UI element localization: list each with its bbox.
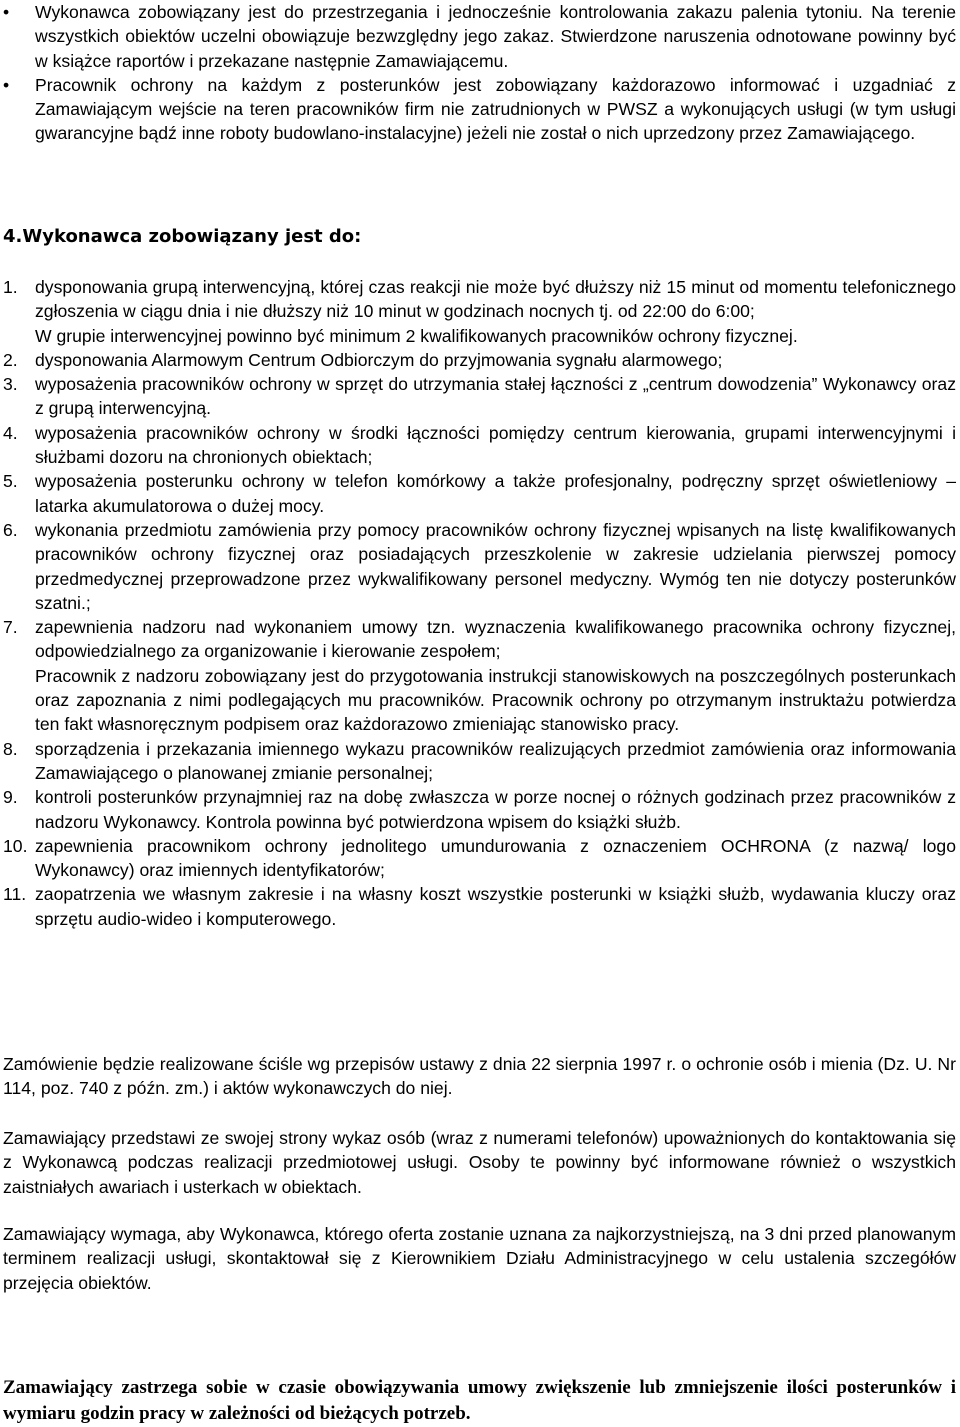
paragraph-legal-basis: Zamówienie będzie realizowane ściśle wg przepisów ustawy z dnia 22 sierpnia 1997 r. o ochronie osób i mienia (Dz. U. Nr 114, poz. 740 z późn. zm.) i aktów wykonawczych do niej. — [3, 1054, 956, 1099]
list-number: 11. — [3, 884, 27, 905]
list-item-continuation: Pracownik z nadzoru zobowiązany jest do przygotowania instrukcji stanowiskowych na poszczególnych posterunkach oraz zapoznania z nimi podlegających mu pracowników. Pracownik ochrony po otrzymanym instruktażu potwierdza ten fakt własnoręcznym podpisem oraz każdorazowo zmieniając stanowisko pracy. — [35, 665, 956, 735]
list-number: 10. — [3, 835, 28, 856]
list-item-text: wyposażenia posterunku ochrony w telefon komórkowy a także profesjonalny, podręczny sprzęt oświetleniowy – latarka akumulatorowa o dużej mocy. — [35, 471, 956, 516]
list-item — [0, 348, 960, 372]
list-number: 1. — [3, 277, 18, 297]
list-item-text: wyposażenia pracowników ochrony w środki łączności pomiędzy centrum kierowania, grupami interwencyjnymi i służbami dozoru na chronionych obiektach; — [35, 422, 956, 468]
list-item-continuation: W grupie interwencyjnej powinno być minimum 2 kwalifikowanych pracowników ochrony fizycznej. — [35, 325, 798, 346]
list-number: 8. — [3, 738, 18, 759]
list-item — [0, 834, 960, 883]
list-item-text: wyposażenia pracowników ochrony w sprzęt do utrzymania stałej łączności z „centrum dowodzenia” Wykonawcy oraz z grupą interwencyjną. — [35, 374, 956, 419]
paragraph-handover: Zamawiający wymaga, aby Wykonawca, którego oferta zostanie uznana za najkorzystniejszą, na 3 dni przed planowanym terminem realizacji usługi, skontaktował się z Kierownikiem Działu Administracyjnego w celu ustalenia szczegółów przejęcia obiektów. — [3, 1224, 956, 1293]
list-number: 2. — [3, 349, 18, 370]
list-number: 7. — [3, 617, 18, 638]
section-heading: 4.Wykonawca zobowiązany jest do: — [3, 226, 362, 247]
bullet-text: Wykonawca zobowiązany jest do przestrzegania i jednocześnie kontrolowania zakazu palenia tytoniu. Na terenie wszystkich obiektów uczelni obowiązuje bezwzględny jego zakaz. Stwierdzone naruszenia odnotowane powinny być w książce raportów i przekazane następnie Zamawiającemu. — [35, 2, 956, 71]
list-number: 9. — [3, 787, 18, 808]
list-item — [0, 615, 960, 736]
bullet-icon: • — [3, 74, 10, 95]
bullet-text: Pracownik ochrony na każdym z posterunków jest zobowiązany każdorazowo informować i uzgadniać z Zamawiającym wejście na teren pracowników firm nie zatrudnionych w PWSZ a wykonujących usługi (w tym usługi gwarancyjne bądź inne roboty budowlano-instalacyjne) jeżeli nie został o nich uprzedzony przez Zamawiającego. — [35, 74, 956, 144]
list-item — [0, 737, 960, 786]
list-number: 6. — [3, 519, 18, 540]
bullet-item — [0, 73, 960, 146]
bullet-item — [0, 0, 960, 73]
list-item-text: sporządzenia i przekazania imiennego wykazu pracowników realizujących przedmiot zamówienia oraz informowania Zamawiającego o planowanej zmianie personalnej; — [35, 738, 956, 783]
list-item — [0, 518, 960, 615]
list-number: 5. — [3, 471, 18, 492]
list-item — [0, 882, 960, 931]
list-item-text: zaopatrzenia we własnym zakresie i na własny koszt wszystkie posterunki w książki służb, wydawania kluczy oraz sprzętu audio-wideo i komputerowego. — [35, 884, 956, 929]
list-item-text: zapewnienia nadzoru nad wykonaniem umowy tzn. wyznaczenia kwalifikowanego pracownika ochrony fizycznej, odpowiedzialnego za organizowanie i kierowanie zespołem; — [35, 617, 956, 662]
list-item-text: wykonania przedmiotu zamówienia przy pomocy pracowników ochrony fizycznej wpisanych na listę kwalifikowanych pracowników ochrony fizycznej oraz posiadających przeszkolenie w zakresie udzielania pierwszej pomocy przedmedycznej przeprowadzone przez wykwalifikowany personel medyczny. Wymóg ten nie dotyczy posterunków szatni.; — [35, 519, 956, 613]
list-item-text: kontroli posterunków przynajmniej raz na dobę zwłaszcza w porze nocnej o różnych godzinach przez pracowników z nadzoru Wykonawcy. Kontrola powinna być potwierdzona wpisem do książki służb. — [35, 787, 956, 832]
list-item — [0, 785, 960, 834]
list-item-text: dysponowania grupą interwencyjną, której czas reakcji nie może być dłuższy niż 15 minut od momentu telefonicznego zgłoszenia w ciągu dnia i nie dłuższy niż 10 minut w godzinach nocnych tj. od 22:00 do 6:00; — [35, 277, 956, 322]
list-item — [0, 469, 960, 518]
list-item-text: zapewnienia pracownikom ochrony jednolitego umundurowania z oznaczeniem OCHRONA (z nazwą/ logo Wykonawcy) oraz imiennych identyfikatorów; — [35, 835, 956, 881]
obligations-list — [0, 275, 960, 931]
list-number: 4. — [3, 422, 18, 443]
list-number: 3. — [3, 374, 18, 395]
closing-statement: Zamawiający zastrzega sobie w czasie obowiązywania umowy zwiększenie lub zmniejszenie ilości posterunków i wymiaru godzin pracy w zależności od bieżących potrzeb. — [3, 1377, 956, 1424]
list-item-text: dysponowania Alarmowym Centrum Odbiorczym do przyjmowania sygnału alarmowego; — [35, 349, 723, 370]
bullet-list — [0, 0, 960, 146]
list-item — [0, 421, 960, 470]
list-item — [0, 275, 960, 348]
bullet-icon: • — [3, 2, 10, 22]
list-item — [0, 372, 960, 421]
paragraph-contact-list: Zamawiający przedstawi ze swojej strony wykaz osób (wraz z numerami telefonów) upoważnionych do kontaktowania się z Wykonawcą podczas realizacji przedmiotowej usługi. Osoby te powinny być informowane również o wszystkich zaistniałych awariach i usterkach w obiektach. — [3, 1128, 956, 1197]
